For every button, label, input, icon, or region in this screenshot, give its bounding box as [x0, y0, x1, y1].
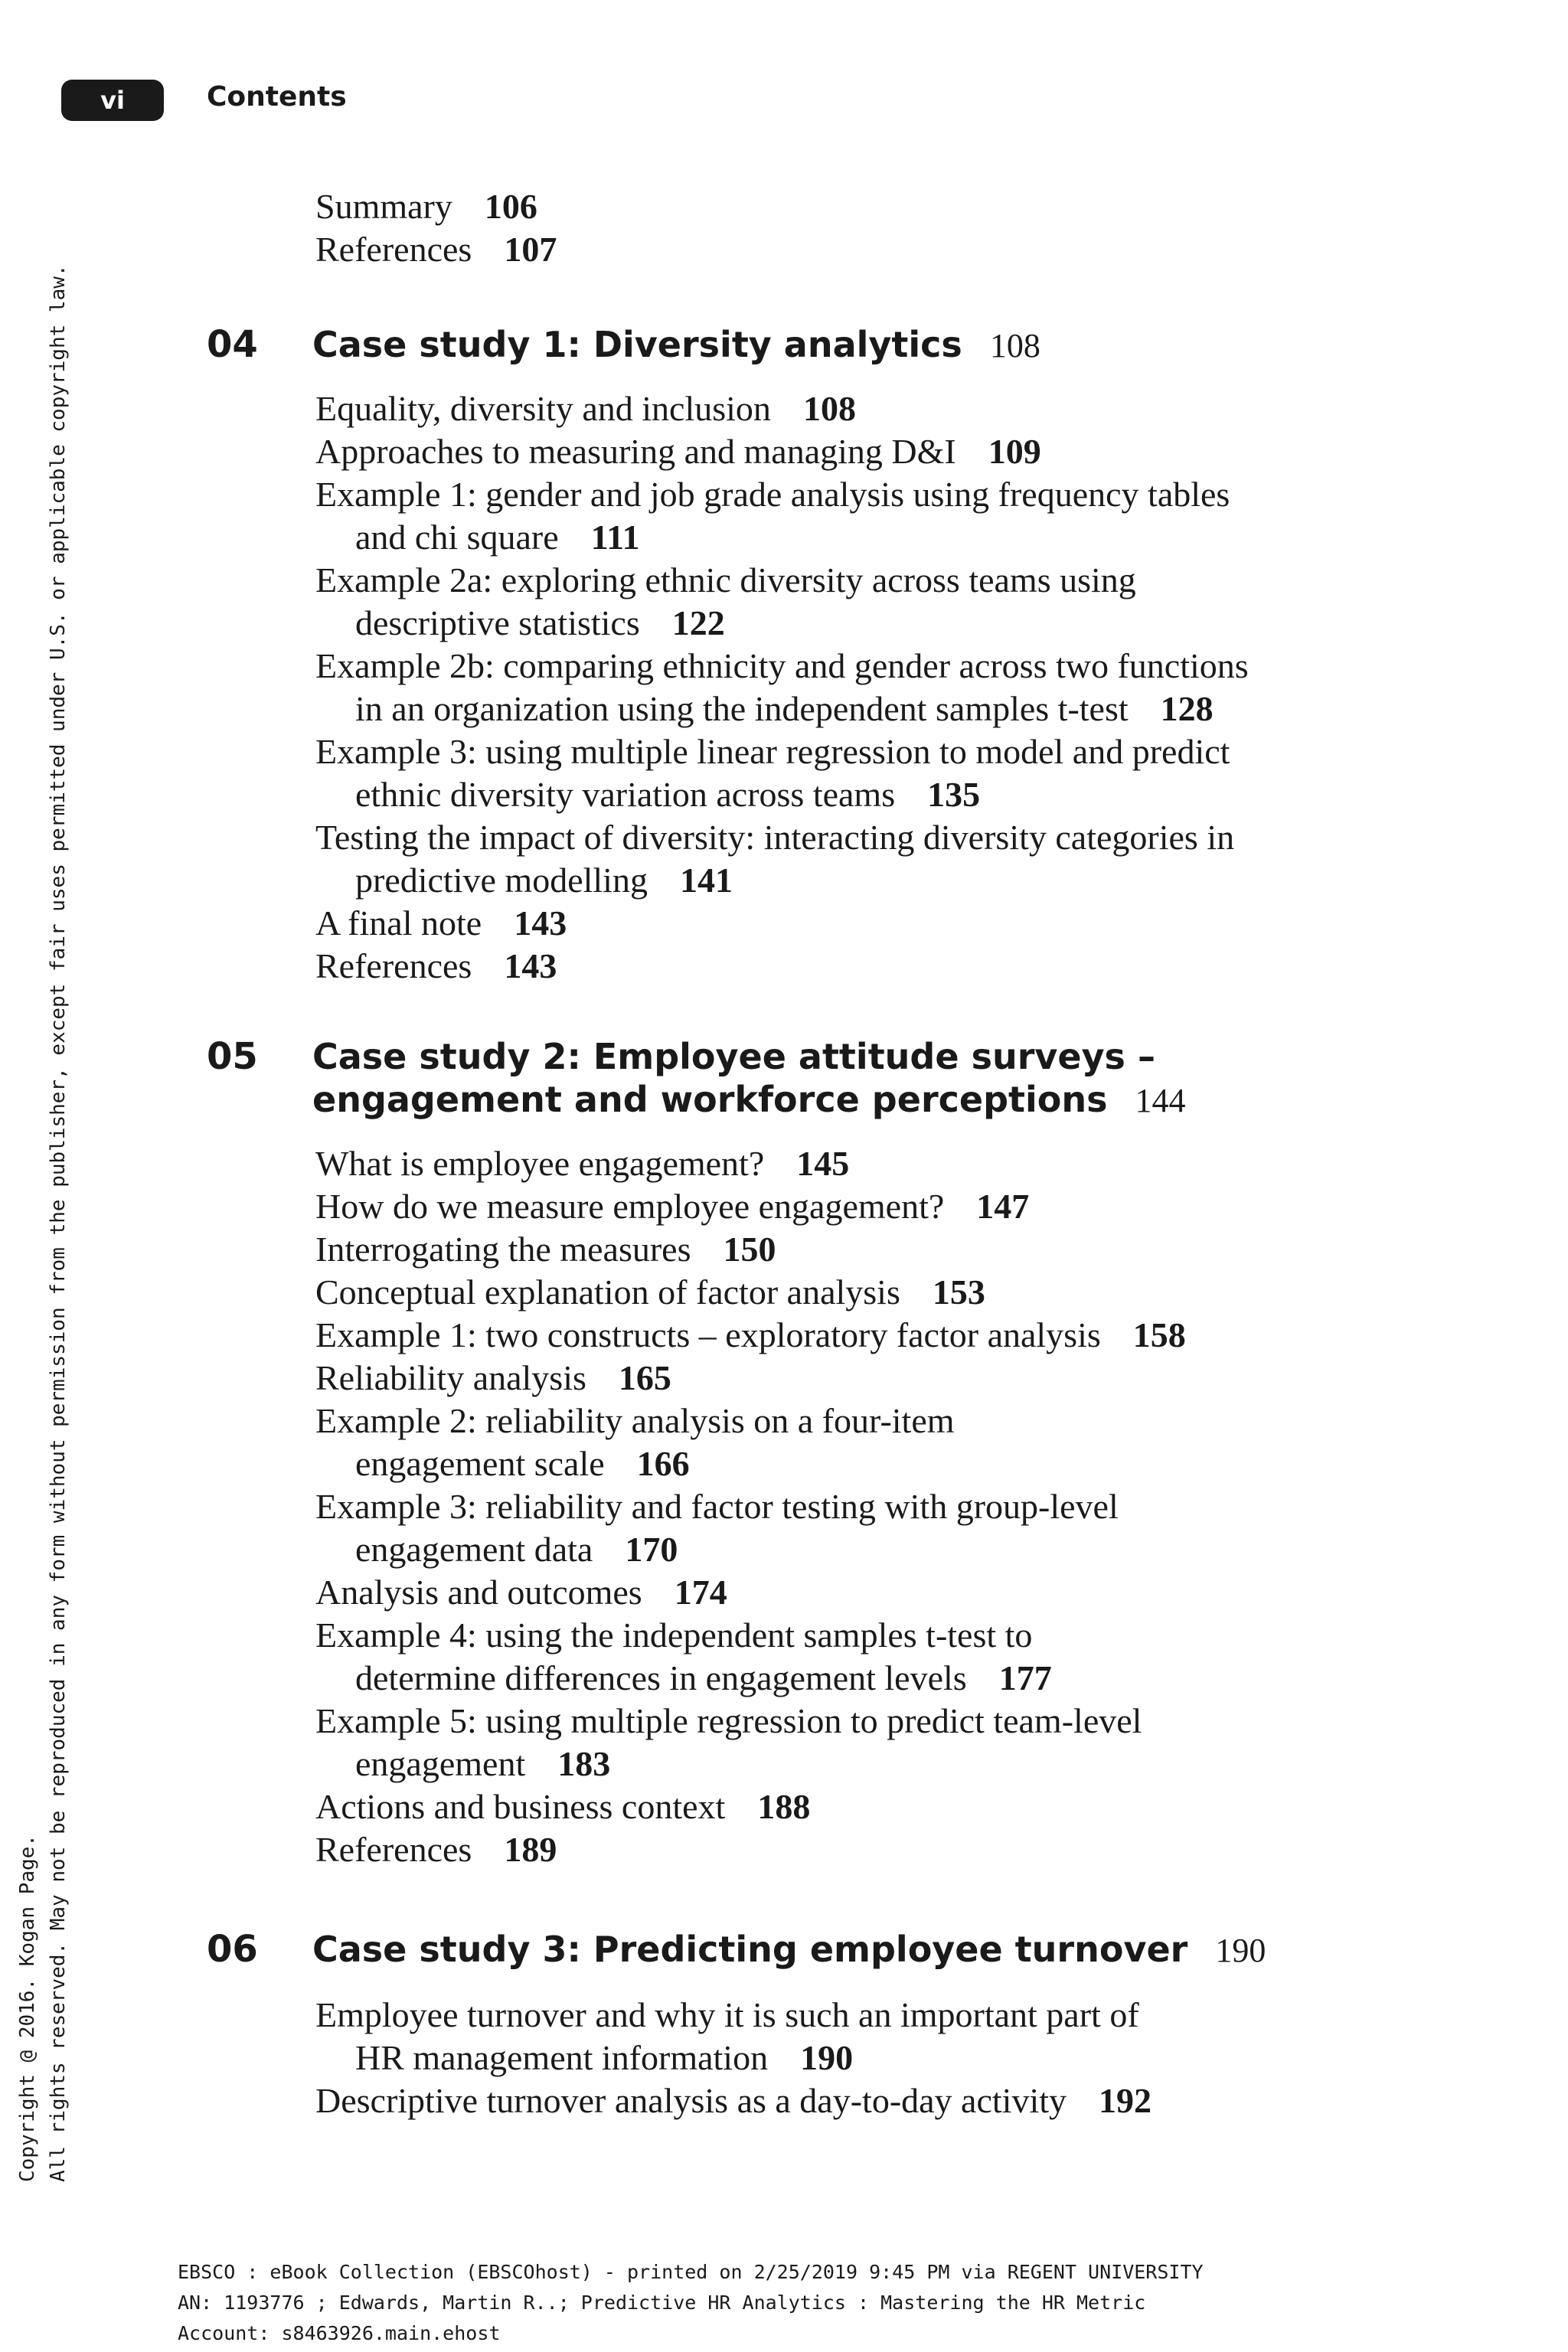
toc-entry[interactable]: Analysis and outcomes 174: [315, 1573, 727, 1612]
toc-entry[interactable]: Approaches to measuring and managing D&I 109: [315, 432, 1041, 471]
toc-entry[interactable]: Example 3: using multiple linear regression to model and predict ethnic diversity variation across teams 135: [315, 732, 1230, 814]
toc-entry[interactable]: Descriptive turnover analysis as a day-to-day activity 192: [315, 2081, 1152, 2120]
toc-entry[interactable]: Example 4: using the independent samples t-test to determine differences in engagement levels 177: [315, 1615, 1052, 1697]
toc-entry[interactable]: References 143: [315, 946, 557, 985]
toc-entry[interactable]: Example 3: reliability and factor testing with group-level engagement data 170: [315, 1487, 1119, 1569]
chapter-page: 144: [1135, 1082, 1186, 1119]
toc-entry[interactable]: Example 2a: exploring ethnic diversity across teams using descriptive statistics 122: [315, 560, 1136, 642]
print-footer: EBSCO : eBook Collection (EBSCOhost) - printed on 2/25/2019 9:45 PM via REGENT UNIVERSITY AN: 1193776 ; Edwards, Martin R..; Predictive HR Analytics : Mastering the HR Metric Account: s8463926.main.ehost: [178, 2261, 1204, 2344]
toc-entry[interactable]: Testing the impact of diversity: interacting diversity categories in predictive modelling 141: [315, 818, 1235, 900]
copyright-notice: Copyright @ 2016. Kogan Page. All rights reserved. May not be reproduced in any form without permission from the publisher, except fair uses permitted under U.S. or applicable copyright law.: [16, 264, 70, 2182]
toc-entry[interactable]: [315, 185, 557, 228]
chapter-title: Case study 2: Employee attitude surveys – engagement and workforce perceptions 144: [312, 1036, 1186, 1120]
toc-entry[interactable]: Equality, diversity and inclusion 108: [315, 389, 856, 428]
toc-entry-list: [315, 387, 1249, 988]
chapter-page: 108: [989, 327, 1040, 364]
toc-entry-page: 106: [484, 187, 537, 226]
toc-entry-list: [315, 1994, 1152, 2122]
toc-entry-list: [315, 185, 557, 271]
toc-entry[interactable]: What is employee engagement? 145: [315, 1144, 850, 1183]
toc-entry[interactable]: References 189: [315, 1830, 557, 1869]
toc-entry[interactable]: Reliability analysis 165: [315, 1358, 671, 1397]
toc-entry[interactable]: Example 1: gender and job grade analysis using frequency tables and chi square 111: [315, 475, 1230, 557]
chapter-number: 06: [207, 1928, 258, 1971]
toc-entry[interactable]: Example 5: using multiple regression to predict team-level engagement 183: [315, 1701, 1142, 1783]
toc-entry[interactable]: How do we measure employee engagement? 147: [315, 1187, 1030, 1226]
chapter-number: 05: [207, 1035, 258, 1078]
toc-entry-title: Summary: [315, 187, 452, 226]
toc-entry[interactable]: Example 2b: comparing ethnicity and gender across two functions in an organization using the independent samples t-test 128: [315, 646, 1249, 728]
page-number-badge: vi: [61, 80, 164, 121]
toc-entry[interactable]: Conceptual explanation of factor analysis 153: [315, 1272, 985, 1312]
toc-entry[interactable]: Example 2: reliability analysis on a four-item engagement scale 166: [315, 1401, 955, 1483]
chapter-page: 190: [1215, 1932, 1266, 1969]
toc-entry-page: 107: [504, 230, 557, 269]
toc-entry-title: References: [315, 230, 472, 269]
toc-entry[interactable]: Interrogating the measures 150: [315, 1230, 776, 1269]
chapter-title: Case study 3: Predicting employee turnover 190: [312, 1929, 1266, 1970]
running-head: Contents: [207, 81, 347, 113]
chapter-number: 04: [207, 323, 258, 366]
toc-entry[interactable]: Example 1: two constructs – exploratory factor analysis 158: [315, 1315, 1186, 1354]
toc-entry[interactable]: Actions and business context 188: [315, 1787, 811, 1826]
toc-entry[interactable]: [315, 228, 557, 271]
chapter-title: Case study 1: Diversity analytics 108: [312, 324, 1040, 365]
toc-entry[interactable]: A final note 143: [315, 903, 567, 942]
toc-entry-list: [315, 1142, 1186, 1871]
toc-entry[interactable]: Employee turnover and why it is such an important part of HR management information 190: [315, 1995, 1139, 2077]
